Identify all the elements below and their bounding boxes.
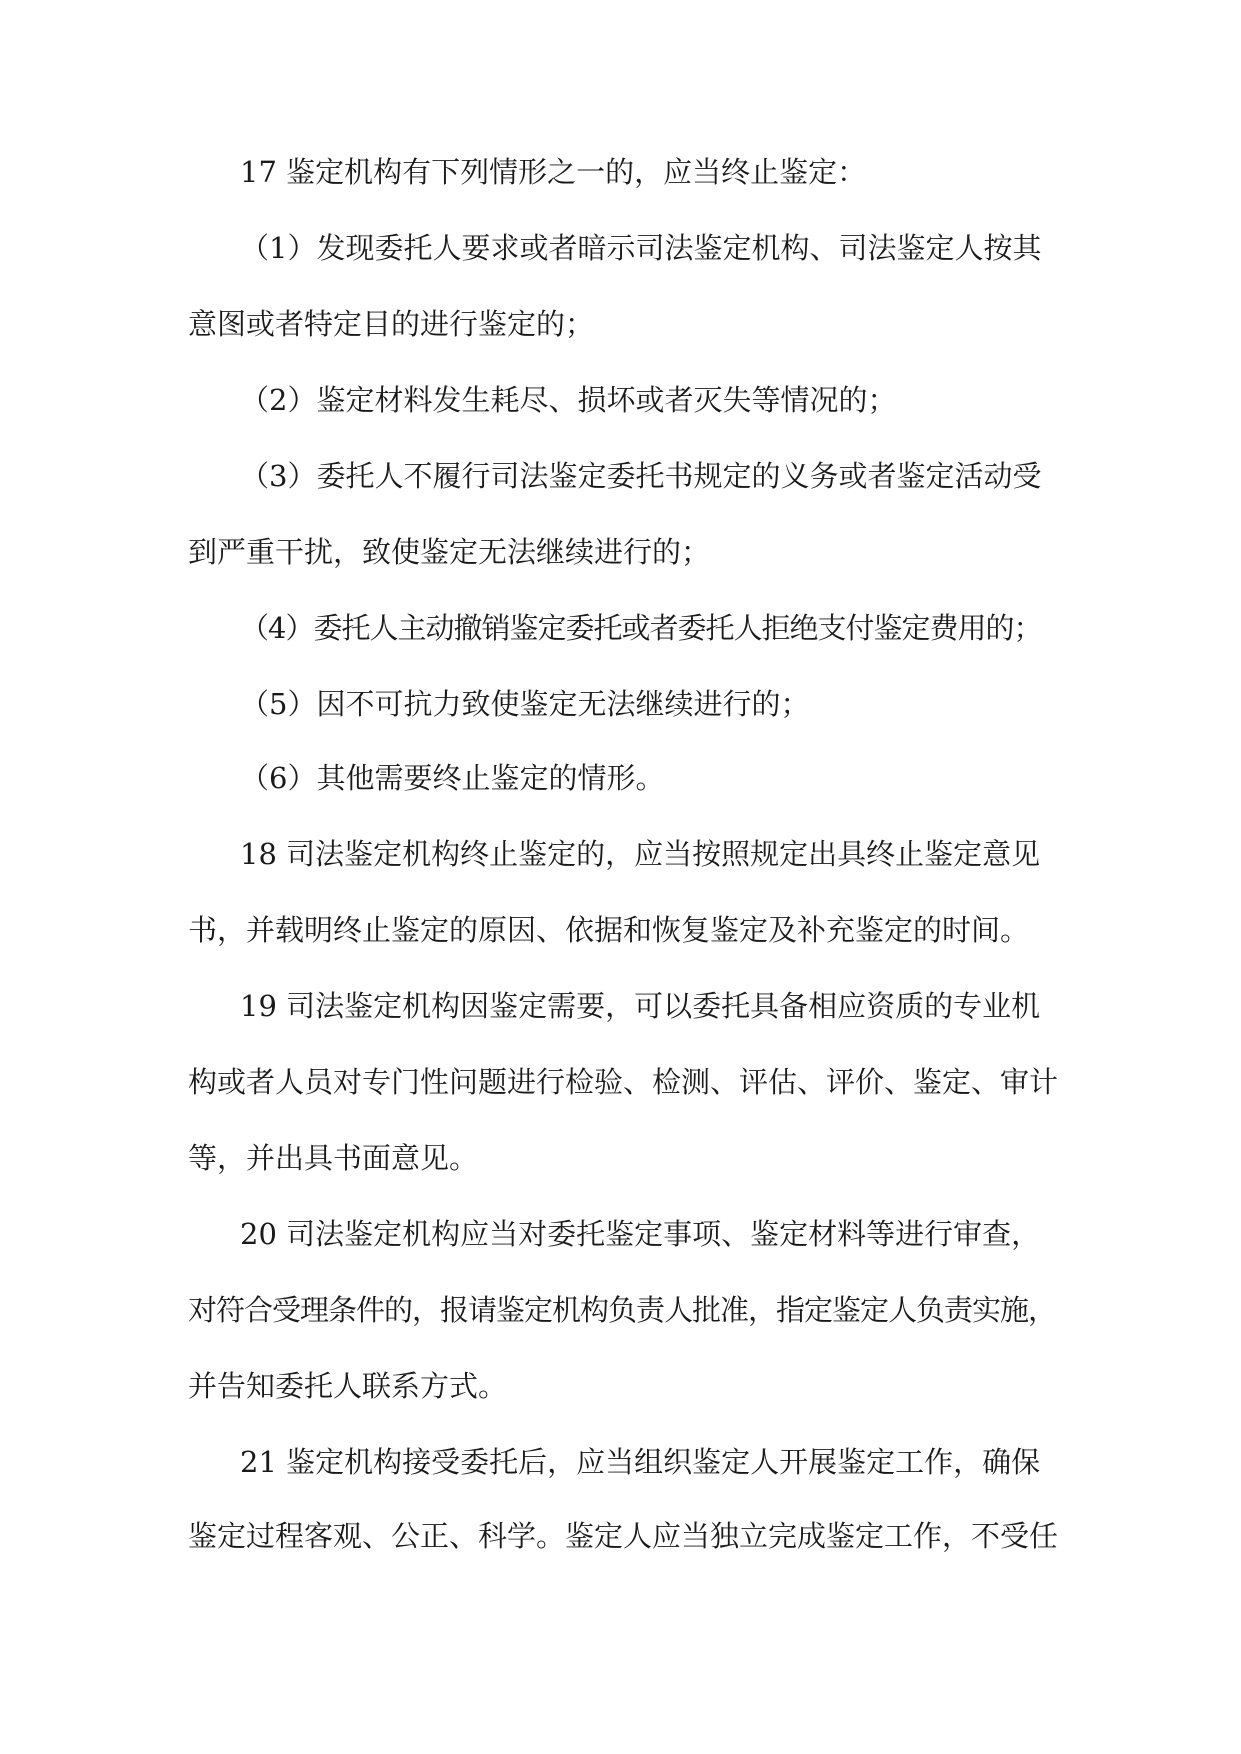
clause-21-line-1: 21 鉴定机构接受委托后，应当组织鉴定人开展鉴定工作，确保 <box>240 1445 1041 1479</box>
clause-17-line-1: 17 鉴定机构有下列情形之一的，应当终止鉴定： <box>240 155 867 189</box>
clause-19-line-1: 19 司法鉴定机构因鉴定需要，可以委托具备相应资质的专业机 <box>240 989 1041 1023</box>
clause-17-item-1-line-2: 意图或者特定目的进行鉴定的； <box>188 307 595 341</box>
clause-17-item-4: （4）委托人主动撤销鉴定委托或者委托人拒绝支付鉴定费用的； <box>240 611 1042 645</box>
clause-20-line-1: 20 司法鉴定机构应当对委托鉴定事项、鉴定材料等进行审查， <box>240 1217 1041 1251</box>
clause-17-item-6: （6）其他需要终止鉴定的情形。 <box>240 761 665 795</box>
clause-19-line-3: 等，并出具书面意见。 <box>188 1141 479 1175</box>
clause-17-item-3-line-2: 到严重干扰，致使鉴定无法继续进行的； <box>188 535 711 569</box>
clause-17-item-2: （2）鉴定材料发生耗尽、损坏或者灭失等情况的； <box>240 383 897 417</box>
clause-18-line-2: 书，并载明终止鉴定的原因、依据和恢复鉴定及补充鉴定的时间。 <box>188 913 1030 947</box>
clause-17-item-3-line-1: （3）委托人不履行司法鉴定委托书规定的义务或者鉴定活动受 <box>240 459 1042 493</box>
clause-18-line-1: 18 司法鉴定机构终止鉴定的，应当按照规定出具终止鉴定意见 <box>240 837 1041 871</box>
clause-17-item-5: （5）因不可抗力致使鉴定无法继续进行的； <box>240 687 810 721</box>
clause-17-item-1-line-1: （1）发现委托人要求或者暗示司法鉴定机构、司法鉴定人按其 <box>240 231 1042 265</box>
clause-21-line-2: 鉴定过程客观、公正、科学。鉴定人应当独立完成鉴定工作，不受任 <box>188 1519 1059 1553</box>
clause-20-line-3: 并告知委托人联系方式。 <box>188 1369 508 1403</box>
clause-20-line-2: 对符合受理条件的，报请鉴定机构负责人批准，指定鉴定人负责实施， <box>188 1293 1057 1327</box>
clause-19-line-2: 构或者人员对专门性问题进行检验、检测、评估、评价、鉴定、审计 <box>188 1065 1059 1099</box>
